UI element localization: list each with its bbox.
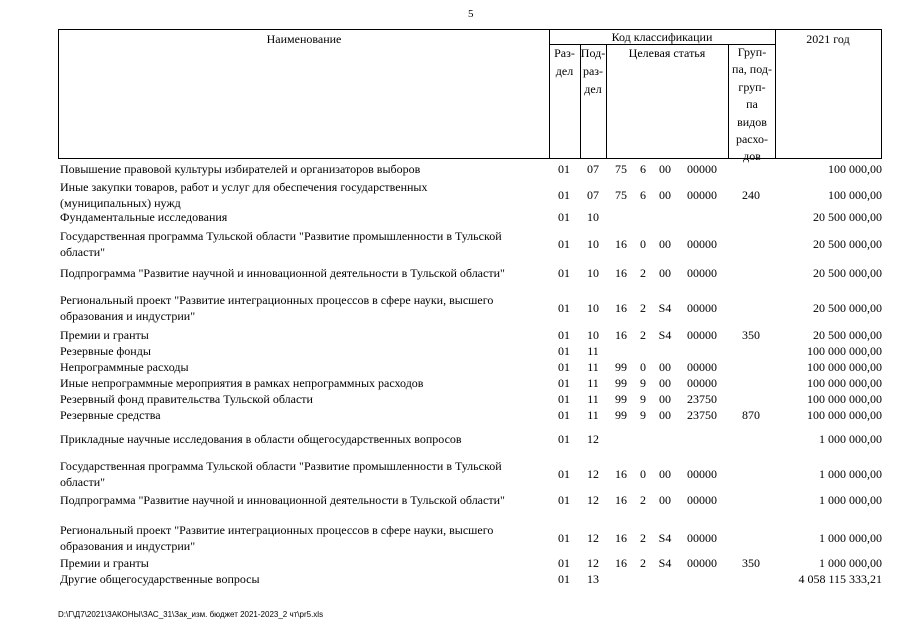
- header-year: 2021 год: [806, 32, 850, 46]
- code-r: 01: [558, 360, 570, 374]
- code-t3: 00: [659, 392, 671, 406]
- code-t3: 00: [659, 266, 671, 280]
- code-r: 01: [558, 266, 570, 280]
- code-t4: 00000: [687, 237, 717, 251]
- code-r: 01: [558, 188, 570, 202]
- code-t3: S4: [658, 556, 672, 570]
- row-name: Иные закупки товаров, работ и услуг для обеспечения государственных (муниципальных) нужд: [60, 180, 428, 210]
- code-t4: 00000: [687, 467, 717, 481]
- code-r: 01: [558, 237, 570, 251]
- code-t2: 2: [640, 328, 646, 342]
- code-p: 11: [587, 408, 599, 422]
- row-name: Государственная программа Тульской области "Развитие промышленности в Тульской области": [60, 229, 502, 259]
- row-name: Региональный проект "Развитие интеграционных процессов в сфере науки, высшего образования и индустрии": [60, 293, 494, 323]
- code-t3: 00: [659, 360, 671, 374]
- code-t4: 23750: [687, 392, 717, 406]
- row-amount: 20 500 000,00: [813, 210, 882, 224]
- code-t2: 6: [640, 162, 646, 176]
- code-t1: 99: [615, 408, 627, 422]
- code-g: 240: [742, 188, 760, 202]
- code-t4: 00000: [687, 531, 717, 545]
- code-g: 870: [742, 408, 760, 422]
- page-number: 5: [468, 8, 474, 20]
- code-t4: 00000: [687, 301, 717, 315]
- code-t2: 2: [640, 301, 646, 315]
- code-t1: 75: [615, 188, 627, 202]
- row-name: Непрограммные расходы: [60, 360, 189, 374]
- row-name: Резервный фонд правительства Тульской области: [60, 392, 313, 406]
- code-t2: 2: [640, 556, 646, 570]
- row-amount: 100 000 000,00: [807, 344, 882, 358]
- code-t3: 00: [659, 376, 671, 390]
- row-amount: 100 000 000,00: [807, 408, 882, 422]
- code-t1: 16: [615, 531, 627, 545]
- code-t2: 2: [640, 531, 646, 545]
- row-amount: 20 500 000,00: [813, 301, 882, 315]
- row-name: Премии и гранты: [60, 556, 149, 570]
- code-t2: 9: [640, 376, 646, 390]
- code-r: 01: [558, 531, 570, 545]
- row-name: Премии и гранты: [60, 328, 149, 342]
- row-name: Подпрограмма "Развитие научной и инновационной деятельности в Тульской области": [60, 493, 505, 507]
- code-t2: 2: [640, 493, 646, 507]
- code-r: 01: [558, 162, 570, 176]
- row-name: Подпрограмма "Развитие научной и инновационной деятельности в Тульской области": [60, 266, 505, 280]
- row-amount: 100 000,00: [828, 188, 882, 202]
- code-t1: 99: [615, 392, 627, 406]
- code-p: 11: [587, 392, 599, 406]
- code-t4: 00000: [687, 360, 717, 374]
- row-amount: 4 058 115 333,21: [798, 572, 882, 586]
- row-name: Фундаментальные исследования: [60, 210, 228, 224]
- row-amount: 20 500 000,00: [813, 328, 882, 342]
- header-name: Наименование: [266, 32, 342, 46]
- code-t4: 23750: [687, 408, 717, 422]
- code-t2: 0: [640, 467, 646, 481]
- code-p: 11: [587, 360, 599, 374]
- code-t3: 00: [659, 162, 671, 176]
- code-r: 01: [558, 467, 570, 481]
- code-t2: 0: [640, 237, 646, 251]
- header-target-article: Целевая статья: [628, 46, 706, 60]
- code-t3: 00: [659, 493, 671, 507]
- row-name: Государственная программа Тульской области "Развитие промышленности в Тульской области": [60, 459, 502, 489]
- code-t3: S4: [658, 531, 672, 545]
- code-p: 12: [587, 531, 599, 545]
- code-t4: 00000: [687, 493, 717, 507]
- code-t4: 00000: [687, 266, 717, 280]
- code-p: 10: [587, 328, 599, 342]
- code-t1: 16: [615, 328, 627, 342]
- file-path-footer: D:\Г\Д7\2021\ЗАКОНЫ\ЗАС_31\Зак_изм. бюджет 2021-2023_2 чт\pr5.xls: [58, 610, 324, 619]
- code-g: 350: [742, 556, 760, 570]
- header-razdel: Раз- дел: [554, 46, 575, 78]
- code-p: 07: [587, 188, 599, 202]
- row-amount: 20 500 000,00: [813, 237, 882, 251]
- code-t2: 2: [640, 266, 646, 280]
- code-r: 01: [558, 556, 570, 570]
- code-p: 07: [587, 162, 599, 176]
- row-name: Региональный проект "Развитие интеграционных процессов в сфере науки, высшего образования и индустрии": [60, 523, 494, 553]
- code-t2: 0: [640, 360, 646, 374]
- row-name: Прикладные научные исследования в области общегосударственных вопросов: [60, 432, 462, 446]
- code-g: 350: [742, 328, 760, 342]
- code-t4: 00000: [687, 376, 717, 390]
- code-t4: 00000: [687, 188, 717, 202]
- code-t3: S4: [658, 328, 672, 342]
- table-header: [58, 29, 882, 164]
- code-r: 01: [558, 328, 570, 342]
- header-code-classification: Код классификации: [611, 30, 713, 44]
- row-amount: 100 000 000,00: [807, 392, 882, 406]
- code-t1: 16: [615, 266, 627, 280]
- code-p: 10: [587, 210, 599, 224]
- code-t3: 00: [659, 408, 671, 422]
- code-t3: 00: [659, 237, 671, 251]
- code-p: 12: [587, 493, 599, 507]
- code-t1: 16: [615, 301, 627, 315]
- row-amount: 1 000 000,00: [819, 493, 882, 507]
- code-t3: 00: [659, 188, 671, 202]
- code-r: 01: [558, 493, 570, 507]
- header-podrazdel: Под- раз- дел: [580, 46, 606, 96]
- row-amount: 100 000 000,00: [807, 360, 882, 374]
- code-t4: 00000: [687, 162, 717, 176]
- code-t1: 16: [615, 237, 627, 251]
- row-amount: 1 000 000,00: [819, 556, 882, 570]
- code-r: 01: [558, 376, 570, 390]
- code-t1: 16: [615, 467, 627, 481]
- code-r: 01: [558, 408, 570, 422]
- code-t2: 9: [640, 408, 646, 422]
- row-amount: 100 000 000,00: [807, 376, 882, 390]
- code-t1: 99: [615, 360, 627, 374]
- code-p: 11: [587, 376, 599, 390]
- row-amount: 1 000 000,00: [819, 531, 882, 545]
- code-t3: 00: [659, 467, 671, 481]
- code-p: 12: [587, 467, 599, 481]
- code-t1: 99: [615, 376, 627, 390]
- code-t4: 00000: [687, 556, 717, 570]
- code-r: 01: [558, 432, 570, 446]
- code-t1: 16: [615, 556, 627, 570]
- code-r: 01: [558, 301, 570, 315]
- code-p: 10: [587, 266, 599, 280]
- code-p: 12: [587, 556, 599, 570]
- code-r: 01: [558, 392, 570, 406]
- code-p: 13: [587, 572, 599, 586]
- code-r: 01: [558, 344, 570, 358]
- row-name: Резервные средства: [60, 408, 161, 422]
- row-name: Резервные фонды: [60, 344, 151, 358]
- code-p: 10: [587, 237, 599, 251]
- code-p: 12: [587, 432, 599, 446]
- row-name: Иные непрограммные мероприятия в рамках непрограммных расходов: [60, 376, 424, 390]
- code-t3: S4: [658, 301, 672, 315]
- code-r: 01: [558, 572, 570, 586]
- row-name: Повышение правовой культуры избирателей и организаторов выборов: [60, 162, 421, 176]
- code-p: 10: [587, 301, 599, 315]
- row-amount: 1 000 000,00: [819, 467, 882, 481]
- code-t2: 6: [640, 188, 646, 202]
- header-group: Груп- па, под- груп- па видов расхо- дов: [732, 45, 772, 164]
- row-amount: 20 500 000,00: [813, 266, 882, 280]
- row-amount: 1 000 000,00: [819, 432, 882, 446]
- row-name: Другие общегосударственные вопросы: [60, 572, 260, 586]
- code-t4: 00000: [687, 328, 717, 342]
- row-amount: 100 000,00: [828, 162, 882, 176]
- code-t1: 16: [615, 493, 627, 507]
- code-r: 01: [558, 210, 570, 224]
- code-t2: 9: [640, 392, 646, 406]
- code-p: 11: [587, 344, 599, 358]
- code-t1: 75: [615, 162, 627, 176]
